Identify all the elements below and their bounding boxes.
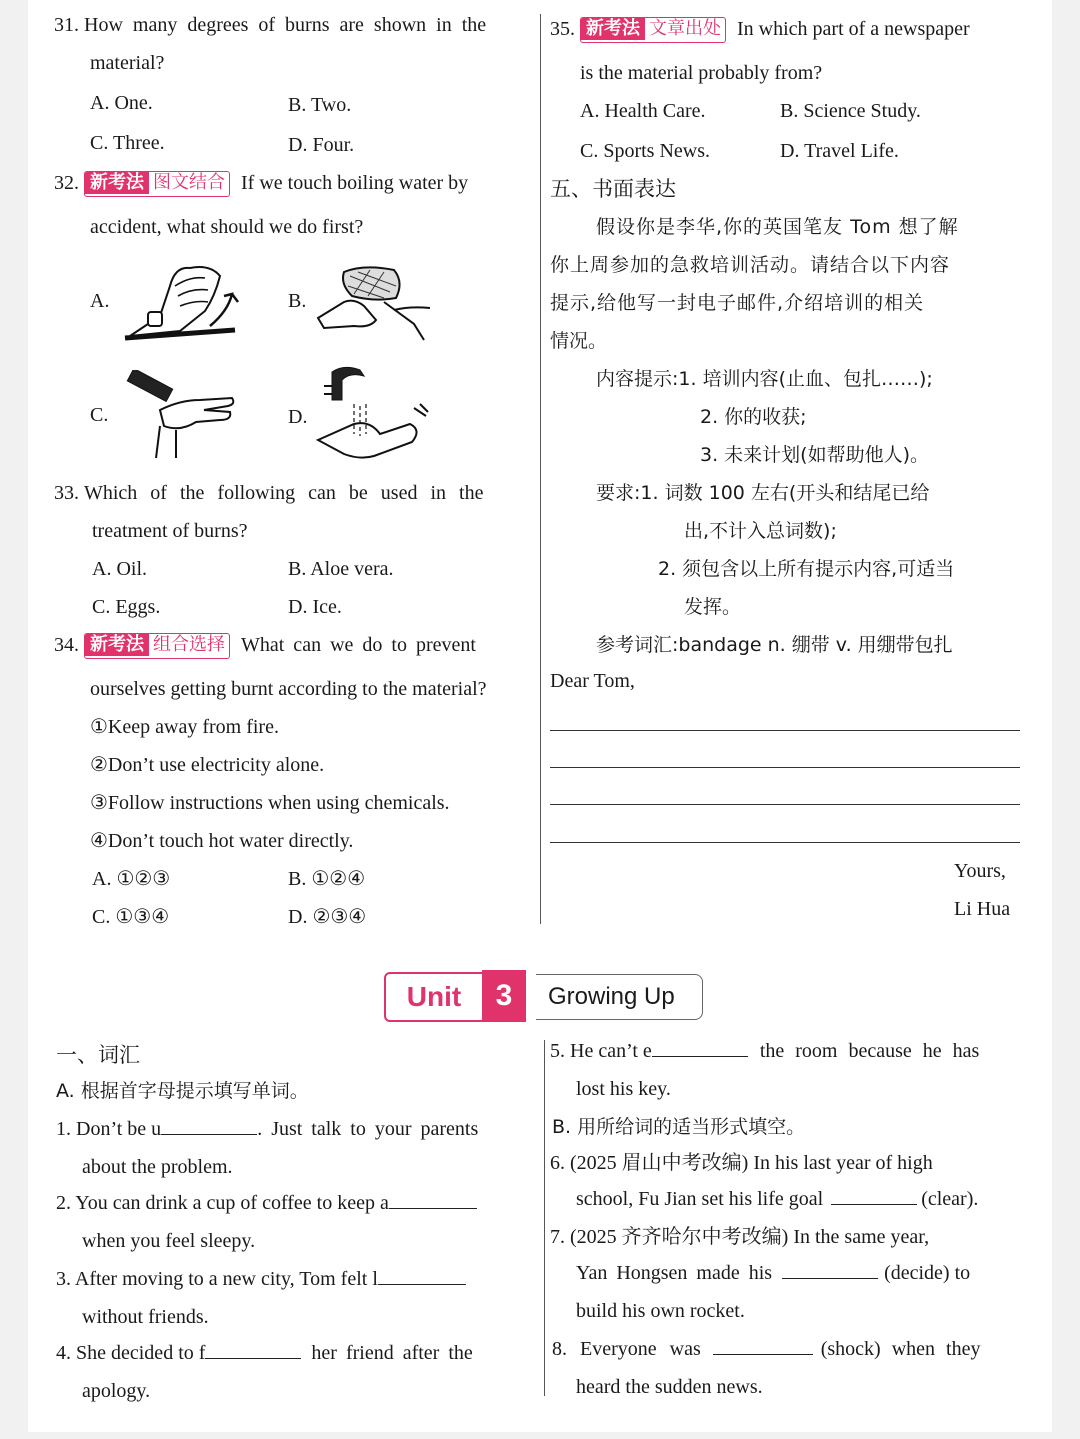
q35-option-d: D. Travel Life.	[780, 140, 899, 162]
vocab-q3-blank[interactable]	[378, 1266, 466, 1285]
q33-option-d: D. Ice.	[288, 596, 342, 618]
vocab-q1-line1	[56, 1116, 478, 1142]
new-exam-badge: 新考法	[85, 172, 149, 194]
q32-text: If we touch boiling water by	[241, 172, 469, 194]
vocab-q7-line1: 7. (2025 齐齐哈尔中考改编) In the same year,	[550, 1226, 930, 1248]
writing-signature: Li Hua	[954, 898, 1011, 920]
vocab-q6-hint: (clear).	[921, 1188, 979, 1210]
vocab-q8-hint: (shock) when they	[820, 1338, 981, 1360]
unit-number: 3	[482, 970, 526, 1022]
q34-item-4: ④Don’t touch hot water directly.	[90, 830, 354, 852]
vocab-heading: 一、词汇	[56, 1043, 140, 1067]
vocab-q4-line2: apology.	[82, 1380, 151, 1402]
writing-line-4[interactable]	[550, 842, 1020, 843]
q34-item-3: ③Follow instructions when using chemicals.	[90, 792, 450, 814]
q35-tag-label: 文章出处	[649, 18, 721, 40]
q32-tag	[84, 171, 230, 197]
vocab-q8-line1	[552, 1336, 980, 1362]
vocab-q8-line2: heard the sudden news.	[576, 1376, 763, 1398]
q32-tag-label: 图文结合	[153, 172, 225, 194]
writing-line-2[interactable]	[550, 767, 1020, 768]
vocab-q1-text: 1. Don’t be u	[56, 1118, 162, 1140]
q34-item-1: ①Keep away from fire.	[90, 716, 279, 738]
vocab-q2-line2: when you feel sleepy.	[82, 1230, 256, 1252]
q31-option-a: A. One.	[90, 92, 153, 114]
writing-line-3[interactable]	[550, 804, 1020, 805]
vocab-q4-line1	[56, 1340, 473, 1366]
writing-para-1: 假设你是李华,你的英国笔友 Tom 想了解	[596, 216, 959, 238]
q35-option-c: C. Sports News.	[580, 140, 711, 162]
q34-option-d: D. ②③④	[288, 906, 367, 928]
new-exam-badge: 新考法	[581, 18, 645, 40]
vocab-q6-blank[interactable]	[831, 1186, 917, 1205]
writing-hint-2: 2. 你的收获;	[700, 406, 807, 428]
vocab-q4-blank[interactable]	[205, 1340, 301, 1359]
unit-title: Growing Up	[536, 974, 703, 1020]
vocab-part-b: B. 用所给词的适当形式填空。	[552, 1116, 806, 1138]
q35-line1	[550, 16, 970, 43]
q32-label-b: B.	[288, 290, 307, 312]
q31-number: 31.	[54, 14, 79, 36]
vocab-q5-text: 5. He can’t e	[550, 1040, 652, 1062]
vocab-q8-text: 8. Everyone was	[552, 1338, 701, 1360]
q35-option-a: A. Health Care.	[580, 100, 706, 122]
writing-para-2: 你上周参加的急救培训活动。请结合以下内容	[550, 254, 951, 276]
hand-watch-icon	[120, 256, 240, 346]
writing-req-1: 要求:1. 词数 100 左右(开头和结尾已给	[596, 482, 930, 504]
q34-tag	[84, 633, 230, 659]
q31-line1	[54, 12, 529, 38]
vocab-q2-blank[interactable]	[389, 1190, 477, 1209]
vocab-q8-blank[interactable]	[713, 1336, 813, 1355]
vocab-q7-blank[interactable]	[782, 1260, 878, 1279]
vocab-q7-hint: (decide) to	[884, 1262, 971, 1284]
q35-line2: is the material probably from?	[580, 62, 823, 84]
q34-item-2: ②Don’t use electricity alone.	[90, 754, 325, 776]
vocab-q5-blank[interactable]	[652, 1038, 748, 1057]
vocab-part-a: A. 根据首字母提示填写单词。	[56, 1080, 309, 1102]
q31-option-c: C. Three.	[90, 132, 165, 154]
q34-option-c: C. ①③④	[92, 906, 170, 928]
vocab-q4-text: 4. She decided to f	[56, 1342, 206, 1364]
vocab-q7-text: Yan Hongsen made his	[576, 1262, 773, 1284]
vocab-q7-line3: build his own rocket.	[576, 1300, 745, 1322]
q34-option-a: A. ①②③	[92, 868, 171, 890]
q34-line2: ourselves getting burnt according to the material?	[90, 678, 487, 700]
q33-line1	[54, 480, 529, 506]
vocab-q4-text-2: her friend after the	[311, 1342, 473, 1364]
q31-text: How many degrees of burns are shown in the	[84, 14, 487, 36]
q34-number: 34.	[54, 634, 79, 656]
new-exam-badge: 新考法	[85, 634, 149, 656]
vocab-q6-line1: 6. (2025 眉山中考改编) In his last year of high	[550, 1152, 933, 1174]
vocab-q6-line2	[576, 1186, 978, 1212]
writing-req-4: 发挥。	[684, 596, 742, 618]
unit-label: Unit	[384, 972, 484, 1022]
writing-para-4: 情况。	[550, 330, 608, 352]
faucet-water-icon	[314, 364, 434, 464]
column-divider-bottom	[544, 1040, 545, 1396]
q31-option-b: B. Two.	[288, 94, 352, 116]
column-divider-top	[540, 14, 541, 924]
writing-greeting: Dear Tom,	[550, 670, 635, 692]
q33-option-c: C. Eggs.	[92, 596, 161, 618]
q33-line2: treatment of burns?	[92, 520, 248, 542]
writing-closing: Yours,	[954, 860, 1006, 882]
vocab-q3-line2: without friends.	[82, 1306, 209, 1328]
writing-vocab: 参考词汇:bandage n. 绷带 v. 用绷带包扎	[596, 634, 953, 656]
q35-number: 35.	[550, 18, 575, 40]
vocab-q2-line1	[56, 1190, 477, 1216]
writing-line-1[interactable]	[550, 730, 1020, 731]
q32-line1	[54, 170, 468, 197]
q35-text: In which part of a newspaper	[737, 18, 970, 40]
q33-option-b: B. Aloe vera.	[288, 558, 394, 580]
writing-hint-3: 3. 未来计划(如帮助他人)。	[700, 444, 929, 466]
writing-req-2: 出,不计入总词数);	[684, 520, 837, 542]
writing-para-3: 提示,给他写一封电子邮件,介绍培训的相关	[550, 292, 925, 314]
vocab-q1-line2: about the problem.	[82, 1156, 233, 1178]
q32-label-c: C.	[90, 404, 109, 426]
writing-heading: 五、书面表达	[550, 177, 676, 201]
vocab-q5-line2: lost his key.	[576, 1078, 671, 1100]
vocab-q3-text: 3. After moving to a new city, Tom felt l	[56, 1268, 378, 1290]
q33-text: Which of the following can be used in the	[84, 482, 484, 504]
vocab-q3-line1	[56, 1266, 466, 1292]
q35-tag	[580, 17, 726, 43]
hand-cloth-icon	[314, 262, 434, 342]
vocab-q2-text: 2. You can drink a cup of coffee to keep a	[56, 1192, 389, 1214]
q33-option-a: A. Oil.	[92, 558, 147, 580]
vocab-q7-line2	[576, 1260, 970, 1286]
q34-line1	[54, 632, 476, 659]
q34-text: What can we do to prevent	[241, 634, 476, 656]
vocab-q6-text: school, Fu Jian set his life goal	[576, 1188, 824, 1210]
q32-line2: accident, what should we do first?	[90, 216, 364, 238]
vocab-q1-text-2: . Just talk to your parents	[257, 1118, 479, 1140]
vocab-q5-text-2: the room because he has	[759, 1040, 980, 1062]
q34-tag-label: 组合选择	[153, 634, 225, 656]
writing-hint-1: 内容提示:1. 培训内容(止血、包扎……);	[596, 368, 933, 390]
q31-line2: material?	[90, 52, 165, 74]
q35-option-b: B. Science Study.	[780, 100, 921, 122]
vocab-q5-line1	[550, 1038, 979, 1064]
q34-option-b: B. ①②④	[288, 868, 366, 890]
q32-number: 32.	[54, 172, 79, 194]
q33-number: 33.	[54, 482, 79, 504]
hand-ointment-icon	[120, 370, 240, 460]
q31-option-d: D. Four.	[288, 134, 355, 156]
vocab-q1-blank[interactable]	[161, 1116, 257, 1135]
q32-label-a: A.	[90, 290, 110, 312]
workbook-page	[28, 0, 1052, 1432]
q32-label-d: D.	[288, 406, 308, 428]
writing-req-3: 2. 须包含以上所有提示内容,可适当	[658, 558, 955, 580]
